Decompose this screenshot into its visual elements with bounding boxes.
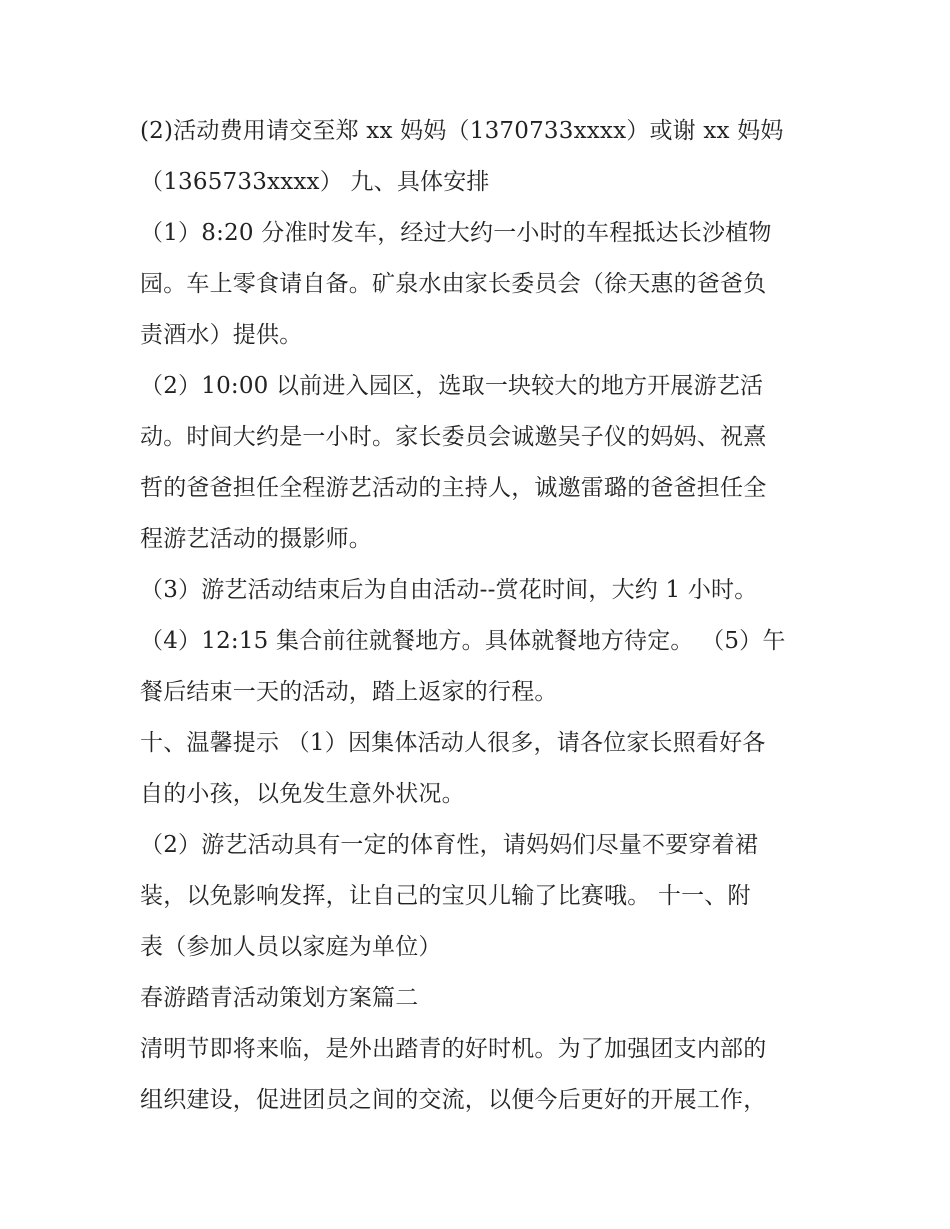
text-line: 表（参加人员以家庭为单位） (140, 934, 442, 960)
text-line: 程游艺活动的摄影师。 (140, 526, 372, 552)
text-line: （4）12:15 集合前往就餐地方。具体就餐地方待定。 （5）午 (140, 628, 786, 654)
text-line: 哲的爸爸担任全程游艺活动的主持人，诚邀雷璐的爸爸担任全 (140, 475, 767, 501)
section-heading: 春游踏青活动策划方案篇二 (140, 985, 419, 1011)
text-line: 组织建设，促进团员之间的交流，以便今后更好的开展工作， (140, 1087, 767, 1113)
text-line: 动。时间大约是一小时。家长委员会诚邀吴子仪的妈妈、祝熹 (140, 424, 767, 450)
text-line: 清明节即将来临，是外出踏青的好时机。为了加强团支内部的 (140, 1036, 767, 1062)
text-line: 十、温馨提示 （1）因集体活动人很多，请各位家长照看好各 (140, 730, 766, 756)
text-line: （1）8:20 分准时发车，经过大约一小时的车程抵达长沙植物 (140, 220, 772, 246)
text-line: (2)活动费用请交至郑 xx 妈妈（1370733xxxx）或谢 xx 妈妈 (140, 118, 784, 144)
text-line: 园。车上零食请自备。矿泉水由家长委员会（徐天惠的爸爸负 (140, 271, 767, 297)
text-line: （2）游艺活动具有一定的体育性，请妈妈们尽量不要穿着裙 (140, 832, 759, 858)
text-line: （3）游艺活动结束后为自由活动--赏花时间，大约 1 小时。 (140, 577, 758, 603)
text-line: 餐后结束一天的活动，踏上返家的行程。 (140, 679, 558, 705)
document-body (140, 106, 820, 1126)
text-line: 自的小孩，以免发生意外状况。 (140, 781, 465, 807)
text-line: 装，以免影响发挥，让自己的宝贝儿输了比赛哦。 十一、附 (140, 883, 751, 909)
text-line: 责酒水）提供。 (140, 322, 303, 348)
text-line: （1365733xxxx） 九、具体安排 (140, 169, 490, 195)
text-line: （2）10:00 以前进入园区，选取一块较大的地方开展游艺活 (140, 373, 764, 399)
